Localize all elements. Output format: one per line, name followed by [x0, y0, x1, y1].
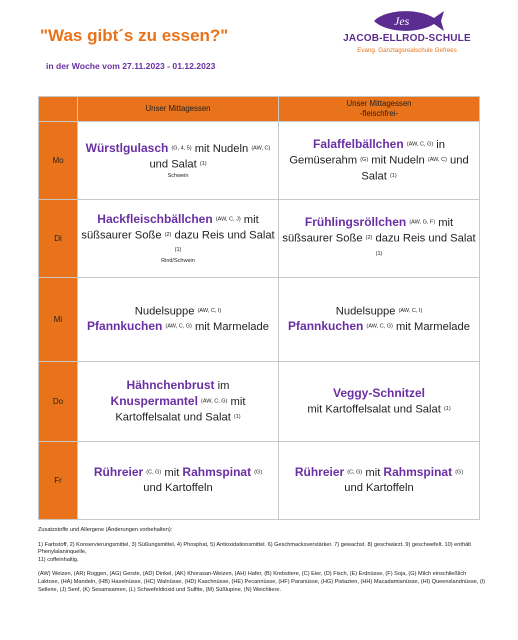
- column-header-vegetarian: Unser Mittagessen -fleischfrei-: [279, 97, 480, 122]
- meal-cell-vegetarian: Veggy-Schnitzel mit Kartoffelsalat und Salat (1): [279, 362, 480, 442]
- fish-logo-icon: [368, 8, 446, 34]
- dish-name: Rühreier: [93, 465, 144, 479]
- dish-name: Knuspermantel: [110, 393, 198, 408]
- dish-name: Hackfleischbällchen: [97, 211, 213, 226]
- meal-cell-vegetarian: Nudelsuppe (AW, C, I) Pfannkuchen (AW, C, G) mit Marmelade: [279, 278, 480, 362]
- meal-cell-regular: Würstlgulasch (G, 4, 5) mit Nudeln (AW, C) und Salat (1) Schwein: [78, 122, 279, 200]
- school-subtitle: Evang. Ganztagsrealschule Gefrees: [357, 47, 457, 54]
- dish-name: Rahmspinat: [383, 465, 453, 479]
- dish-name: Würstlgulasch: [85, 141, 169, 156]
- meal-cell-vegetarian: Falaffelbällchen (AW, C, G) in Gemüserahm (G) mit Nudeln (AW, C) und Salat (1): [279, 122, 480, 200]
- meal-cell-vegetarian: Rühreier (C, G) mit Rahmspinat (G) und Kartoffeln: [279, 442, 480, 520]
- school-logo: [322, 8, 492, 64]
- menu-table: [38, 96, 480, 520]
- column-header-regular: Unser Mittagessen: [78, 97, 279, 122]
- table-row: [39, 122, 480, 200]
- page-title: "Was gibt´s zu essen?": [40, 26, 229, 45]
- additives-list: 1) Farbstoff, 2) Konservierungsmittel, 3) Süßungsmittel, 4) Phosphat, 5) Antioxidationsmittel. 6) Geschmacksverstärker. 7) gewachst. 8) geschwärzt. 9) geschwefelt. 10) enthält Phenylalaninquelle, 11) coffeinhaltig.: [38, 541, 471, 563]
- meal-cell-regular: Hackfleischbällchen (AW, C, J) mit süßsaurer Soße (2) dazu Reis und Salat (1) Rind/Schwein: [78, 200, 279, 278]
- dish-name: Hähnchenbrust: [126, 377, 215, 392]
- table-row: [39, 362, 480, 442]
- week-range: in der Woche vom 27.11.2023 - 01.12.2023: [46, 61, 216, 71]
- day-label: Di: [39, 200, 78, 278]
- dish-name: Pfannkuchen: [288, 319, 364, 334]
- meal-cell-vegetarian: Frühlingsröllchen (AW, G, F) mit süßsaurer Soße (2) dazu Reis und Salat (1): [279, 200, 480, 278]
- day-label: Mo: [39, 122, 78, 200]
- meal-cell-regular: Hähnchenbrust im Knuspermantel (AW, C, G) mit Kartoffelsalat und Salat (1): [78, 362, 279, 442]
- footer-heading: Zusatzstoffe und Allergene (Änderungen vorbehalten):: [38, 527, 173, 533]
- allergen-footer: [38, 527, 486, 601]
- allergens-list: (AW) Weizen, (AR) Roggen, (AG) Gerste, (AD) Dinkel, (AK) Khorasan-Weizen, (AH) Hafer, (B) Krebstiere, (C) Eier, (D) Fisch, (E) Erdnüsse, (F) Soja, (G) Milch einschließlich Laktose, (HA) Mandeln, (HB) Haselnüsse, (HC) Walnüsse, (HD) Kaschnüsse, (HE) Pecannüsse, (HF) Paranüsse, (HG) Pistazien, (HH) Macadamianüsse, (HI) Queenslandnüsse, (I) Sellerie, (J) Senf, (K) Sesamsamen, (L) Schwefeldioxid und Sulfite, (M) Süßlupine, (N) Weichtiere.: [38, 571, 486, 593]
- day-label: Do: [39, 362, 78, 442]
- table-header-row: [39, 97, 480, 122]
- day-label: Fr: [39, 442, 78, 520]
- meal-cell-regular: Rühreier (C, G) mit Rahmspinat (G) und Kartoffeln: [78, 442, 279, 520]
- dish-name: Pfannkuchen: [87, 319, 163, 334]
- meat-note: Schwein: [167, 172, 189, 179]
- meal-cell-regular: Nudelsuppe (AW, C, I) Pfannkuchen (AW, C, G) mit Marmelade: [78, 278, 279, 362]
- corner-cell: [39, 97, 78, 122]
- dish-name: Veggy-Schnitzel: [332, 385, 426, 400]
- table-row: [39, 278, 480, 362]
- dish-name: Falaffelbällchen: [312, 137, 404, 152]
- table-row: [39, 442, 480, 520]
- dish-name: Rühreier: [294, 465, 345, 479]
- day-label: Mi: [39, 278, 78, 362]
- school-name: JACOB-ELLROD-SCHULE: [343, 33, 471, 44]
- dish-name: Frühlingsröllchen: [304, 215, 407, 230]
- table-row: [39, 200, 480, 278]
- svg-text:Jes: Jes: [394, 14, 410, 28]
- dish-name: Rahmspinat: [182, 465, 252, 479]
- meat-note: Rind/Schwein: [161, 258, 195, 265]
